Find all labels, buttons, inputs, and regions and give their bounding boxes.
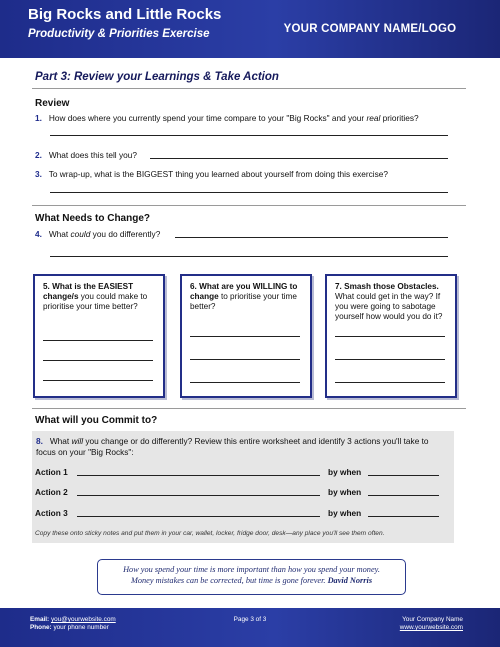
question-text: What [48,229,71,239]
divider [32,88,466,89]
question-emphasis: could [70,229,91,239]
page-footer [0,608,500,647]
question-8 [36,436,448,458]
box-answer-line[interactable] [43,380,153,381]
question-text: What does this tell you? [48,150,137,160]
question-number: 6. [190,282,197,291]
box-question-bold: What are you WILLING to change [190,282,298,301]
answer-line-3[interactable] [50,192,448,193]
quote-box [97,559,406,595]
footer-phone [30,624,109,631]
box-answer-line[interactable] [190,359,300,360]
question-emphasis: will [71,436,84,446]
divider [32,408,466,409]
question-text: you do differently? [90,229,161,239]
part-title: Part 3: Review your Learnings & Take Action [35,71,279,83]
quote-line-1: How you spend your time is more important than how you spend your money. [123,565,380,574]
question-box-5 [33,274,165,398]
question-number: 4. [35,229,42,239]
action-3-label: Action 3 [35,508,68,518]
question-3 [35,169,388,179]
question-number: 3. [35,169,42,179]
footer-company: Your Company Name [402,616,463,623]
question-text: To wrap-up, what is the BIGGEST thing you learned about yourself from doing this exercise? [48,169,388,179]
question-box-7 [325,274,457,398]
box-question-rest: What could get in the way? If you were going to sabotage yourself how would you do it? [335,292,443,321]
action-2-label: Action 2 [35,487,68,497]
answer-line-2[interactable] [150,158,448,159]
box-question-text [190,282,304,312]
phone-label: Phone: [30,624,52,631]
question-number: 8. [36,436,43,446]
box-answer-line[interactable] [335,359,445,360]
question-number: 7. [335,282,342,291]
action-1-label: Action 1 [35,467,68,477]
box-question-bold: What is the EASIEST change/s [43,282,134,301]
question-number: 5. [43,282,50,291]
action-3-line[interactable] [77,516,320,517]
question-text: How does where you currently spend your time compare to your "Big Rocks" and your [48,113,367,123]
quote-author: David Norris [327,576,373,585]
question-text: What [49,436,72,446]
website-link[interactable]: www.yourwebsite.com [399,624,463,631]
phone-number: your phone number [53,624,109,631]
question-4 [35,229,160,239]
worksheet-subtitle: Productivity & Priorities Exercise [28,28,210,40]
quote-line-2-text: Money mistakes can be corrected, but time is gone forever. [130,576,326,585]
action-2-line[interactable] [77,495,320,496]
by-when-label: by when [328,467,362,477]
question-number: 1. [35,113,42,123]
box-answer-line[interactable] [43,340,153,341]
box-answer-line[interactable] [335,382,445,383]
box-question-text [43,282,157,312]
answer-line-1[interactable] [50,135,448,136]
commit-heading: What will you Commit to? [35,415,158,426]
by-when-line[interactable] [368,495,439,496]
commit-panel [32,431,454,543]
box-question-text [335,282,449,322]
box-question-rest: you could make to prioritise your time better? [43,292,148,311]
question-1 [35,113,419,123]
box-question-rest: to prioritise your time better? [190,292,297,311]
box-answer-line[interactable] [335,336,445,337]
change-heading: What Needs to Change? [35,213,151,224]
question-2 [35,150,137,160]
page-header [0,0,500,58]
by-when-label: by when [328,508,362,518]
box-answer-line[interactable] [43,360,153,361]
by-when-label: by when [328,487,362,497]
answer-line-4b[interactable] [50,256,448,257]
action-1-line[interactable] [77,475,320,476]
divider [32,205,466,206]
answer-line-4a[interactable] [175,237,448,238]
box-answer-line[interactable] [190,336,300,337]
question-box-6 [180,274,312,398]
box-question-bold: Smash those Obstacles. [344,282,439,291]
worksheet-title: Big Rocks and Little Rocks [28,6,222,23]
email-label: Email: [30,616,50,623]
question-number: 2. [35,150,42,160]
question-emphasis: real [366,113,381,123]
email-link[interactable]: you@yourwebsite.com [50,616,116,623]
question-text: you change or do differently? Review this entire worksheet and identify 3 actions you'll take to focus on your "Big Rocks": [36,436,429,457]
by-when-line[interactable] [368,516,439,517]
by-when-line[interactable] [368,475,439,476]
company-logo-placeholder: YOUR COMPANY NAME/LOGO [283,23,457,35]
sticky-note-tip: Copy these onto sticky notes and put them in your car, wallet, locker, fridge door, desk—any place you'll see them often. [35,530,385,537]
question-text: priorities? [380,113,419,123]
review-heading: Review [35,98,70,109]
box-answer-line[interactable] [190,382,300,383]
quote-line-2 [98,575,405,586]
page-number: Page 3 of 3 [233,616,267,623]
